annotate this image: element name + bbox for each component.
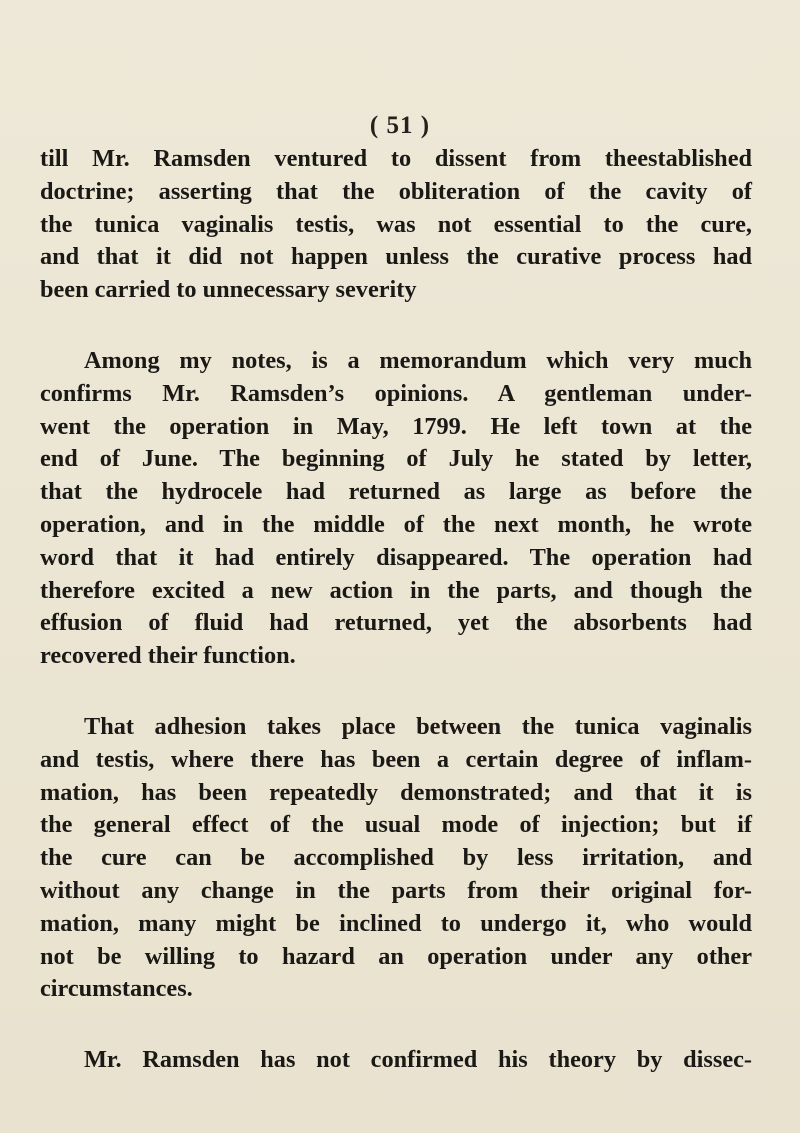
body-text <box>40 143 752 1077</box>
text-line: that the hydrocele had returned as large as before the <box>40 478 752 506</box>
paragraph-1 <box>40 143 752 307</box>
text-line: the tunica vaginalis testis, was not essential to the cure, <box>40 210 752 238</box>
paragraph-2 <box>40 345 752 673</box>
text-line: therefore excited a new action in the parts, and though the <box>40 576 752 604</box>
text-line: end of June. The beginning of July he stated by letter, <box>40 445 752 473</box>
text-line: without any change in the parts from their original for- <box>40 876 752 904</box>
text-line: word that it had entirely disappeared. The operation had <box>40 543 752 571</box>
text-line: went the operation in May, 1799. He left town at the <box>40 412 752 440</box>
paragraph-gap <box>40 307 752 345</box>
paragraph-gap <box>40 1006 752 1044</box>
text-line: mation, many might be inclined to undergo it, who would <box>40 909 752 937</box>
text-line: Among my notes, is a memorandum which very much <box>84 346 752 374</box>
text-line: doctrine; asserting that the obliteration of the cavity of <box>40 177 752 205</box>
text-line: effusion of fluid had returned, yet the absorbents had <box>40 609 752 637</box>
text-line: recovered their function. <box>40 642 296 670</box>
text-line: operation, and in the middle of the next month, he wrote <box>40 510 752 538</box>
paragraph-4 <box>40 1044 752 1077</box>
text-line: and testis, where there has been a certain degree of inflam- <box>40 745 752 773</box>
paragraph-3 <box>40 711 752 1006</box>
text-line: confirms Mr. Ramsden’s opinions. A gentleman under- <box>40 379 752 407</box>
page-number: ( 51 ) <box>369 112 431 139</box>
text-line: circumstances. <box>40 975 193 1003</box>
text-line: and that it did not happen unless the curative process had <box>40 243 752 271</box>
text-line: That adhesion takes place between the tunica vaginalis <box>84 712 752 740</box>
paragraph-gap <box>40 673 752 711</box>
text-line: not be willing to hazard an operation under any other <box>40 942 752 970</box>
text-line: mation, has been repeatedly demonstrated; and that it is <box>40 778 752 806</box>
text-line: till Mr. Ramsden ventured to dissent from theestablished <box>40 145 752 172</box>
text-line: Mr. Ramsden has not confirmed his theory by dissec- <box>84 1046 752 1074</box>
text-line: been carried to unnecessary severity <box>40 276 417 304</box>
text-line: the general effect of the usual mode of injection; but if <box>40 811 752 839</box>
text-line: the cure can be accomplished by less irritation, and <box>40 844 752 872</box>
